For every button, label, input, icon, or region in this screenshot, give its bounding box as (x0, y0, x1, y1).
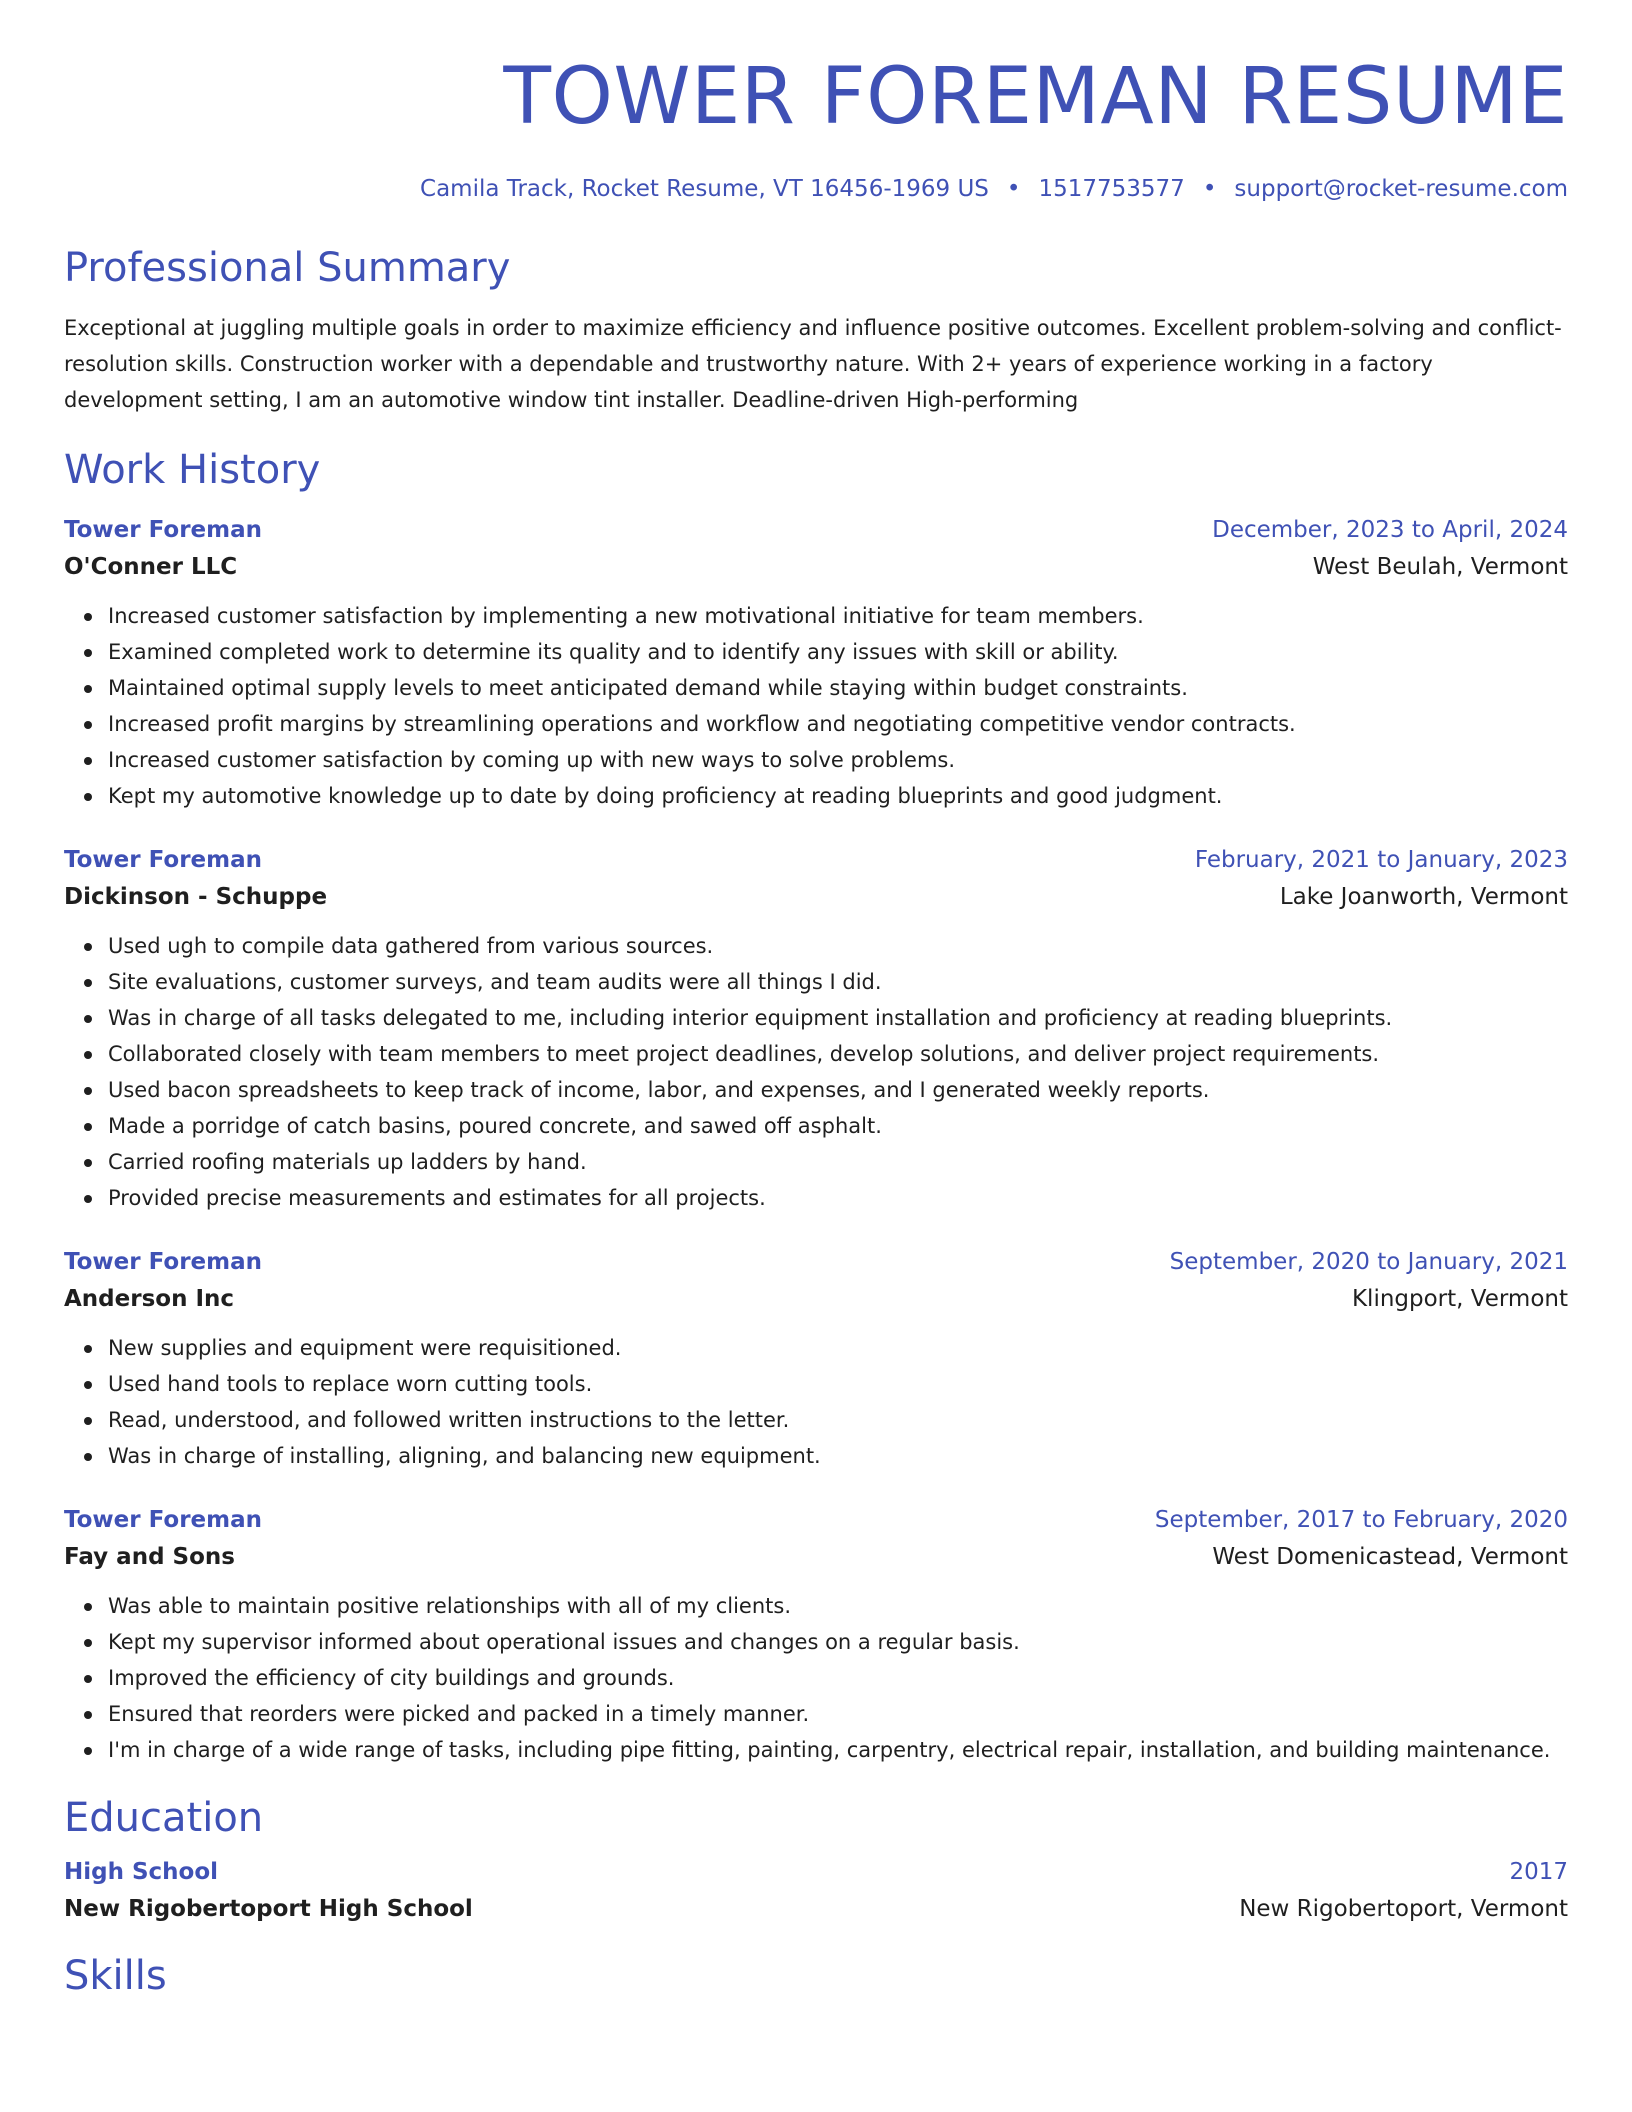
education-section (64, 1794, 1568, 1928)
job-bullet: Read, understood, and followed written instructions to the letter. (108, 1402, 1568, 1438)
job-bullets (64, 598, 1568, 814)
section-heading-summary: Professional Summary (64, 244, 511, 291)
job-bullet: Provided precise measurements and estimates for all projects. (108, 1180, 1568, 1216)
contact-separator: • (1006, 176, 1021, 202)
job-title: Tower Foreman (64, 1248, 263, 1275)
education-location: New Rigobertoport, Vermont (1239, 1895, 1568, 1922)
job-bullet: I'm in charge of a wide range of tasks, including pipe fitting, painting, carpentry, electrical repair, installation, and building maintenance. (108, 1732, 1568, 1768)
summary-text: Exceptional at juggling multiple goals in order to maximize efficiency and influence positive outcomes. Excellent problem-solving and conflict-resolution skills. Construction worker with a dependable and trustworthy nature. With 2+ years of experience working in a factory development setting, I am an automotive window tint installer. Deadline-driven High-performing (64, 315, 1562, 412)
job-dates: September, 2017 to February, 2020 (1154, 1506, 1568, 1533)
job-company: Dickinson - Schuppe (64, 883, 328, 910)
contact-line (64, 176, 1568, 204)
contact-email: support@rocket-resume.com (1234, 176, 1568, 202)
job-bullet: Used ugh to compile data gathered from various sources. (108, 928, 1568, 964)
resume-title: TOWER FOREMAN RESUME (503, 52, 1568, 142)
job-entry (64, 842, 1568, 1216)
job-bullet: Was in charge of installing, aligning, and balancing new equipment. (108, 1438, 1568, 1474)
contact-phone: 1517753577 (1038, 176, 1185, 202)
job-entry (64, 512, 1568, 814)
job-bullet: Site evaluations, customer surveys, and team audits were all things I did. (108, 964, 1568, 1000)
job-bullet: Maintained optimal supply levels to meet anticipated demand while staying within budget constraints. (108, 670, 1568, 706)
job-bullet: Kept my supervisor informed about operational issues and changes on a regular basis. (108, 1624, 1568, 1660)
job-bullet: Was able to maintain positive relationships with all of my clients. (108, 1588, 1568, 1624)
job-dates: September, 2020 to January, 2021 (1169, 1248, 1568, 1275)
job-bullet: Improved the efficiency of city buildings and grounds. (108, 1660, 1568, 1696)
section-heading-education: Education (64, 1794, 264, 1841)
job-dates: February, 2021 to January, 2023 (1194, 846, 1568, 873)
resume-header (64, 52, 1568, 204)
work-history-section (64, 446, 1568, 1768)
job-company: Anderson Inc (64, 1285, 235, 1312)
education-entry (64, 1854, 1568, 1928)
contact-address: Camila Track, Rocket Resume, VT 16456-1969 US (420, 176, 989, 202)
job-bullet: Made a porridge of catch basins, poured concrete, and sawed off asphalt. (108, 1108, 1568, 1144)
job-bullet: Collaborated closely with team members to meet project deadlines, develop solutions, and deliver project requirements. (108, 1036, 1568, 1072)
job-bullets (64, 928, 1568, 1216)
job-entry (64, 1244, 1568, 1474)
job-company: Fay and Sons (64, 1543, 235, 1570)
job-bullet: Used hand tools to replace worn cutting tools. (108, 1366, 1568, 1402)
job-bullets (64, 1330, 1568, 1474)
job-title: Tower Foreman (64, 1506, 263, 1533)
job-bullet: New supplies and equipment were requisitioned. (108, 1330, 1568, 1366)
job-bullet: Increased customer satisfaction by coming up with new ways to solve problems. (108, 742, 1568, 778)
job-bullet: Used bacon spreadsheets to keep track of income, labor, and expenses, and I generated weekly reports. (108, 1072, 1568, 1108)
job-title: Tower Foreman (64, 516, 263, 543)
education-degree: High School (64, 1858, 219, 1885)
skills-section (64, 1952, 1568, 2000)
section-heading-skills: Skills (64, 1952, 167, 1999)
job-dates: December, 2023 to April, 2024 (1212, 516, 1568, 543)
job-bullet: Ensured that reorders were picked and packed in a timely manner. (108, 1696, 1568, 1732)
job-location: West Domenicastead, Vermont (1212, 1543, 1568, 1570)
job-bullet: Increased profit margins by streamlining operations and workflow and negotiating competitive vendor contracts. (108, 706, 1568, 742)
job-entry (64, 1502, 1568, 1768)
section-heading-work-history: Work History (64, 446, 321, 493)
education-school: New Rigobertoport High School (64, 1895, 473, 1922)
job-location: West Beulah, Vermont (1312, 553, 1568, 580)
job-bullet: Was in charge of all tasks delegated to me, including interior equipment installation and proficiency at reading blueprints. (108, 1000, 1568, 1036)
job-title: Tower Foreman (64, 846, 263, 873)
job-company: O'Conner LLC (64, 553, 238, 580)
job-bullet: Examined completed work to determine its quality and to identify any issues with skill or ability. (108, 634, 1568, 670)
job-bullet: Increased customer satisfaction by implementing a new motivational initiative for team members. (108, 598, 1568, 634)
education-year: 2017 (1509, 1858, 1568, 1885)
job-bullet: Kept my automotive knowledge up to date by doing proficiency at reading blueprints and good judgment. (108, 778, 1568, 814)
contact-separator: • (1202, 176, 1217, 202)
professional-summary-section (64, 244, 1568, 418)
job-bullets (64, 1588, 1568, 1768)
job-bullet: Carried roofing materials up ladders by hand. (108, 1144, 1568, 1180)
job-location: Lake Joanworth, Vermont (1279, 883, 1568, 910)
job-location: Klingport, Vermont (1351, 1285, 1568, 1312)
